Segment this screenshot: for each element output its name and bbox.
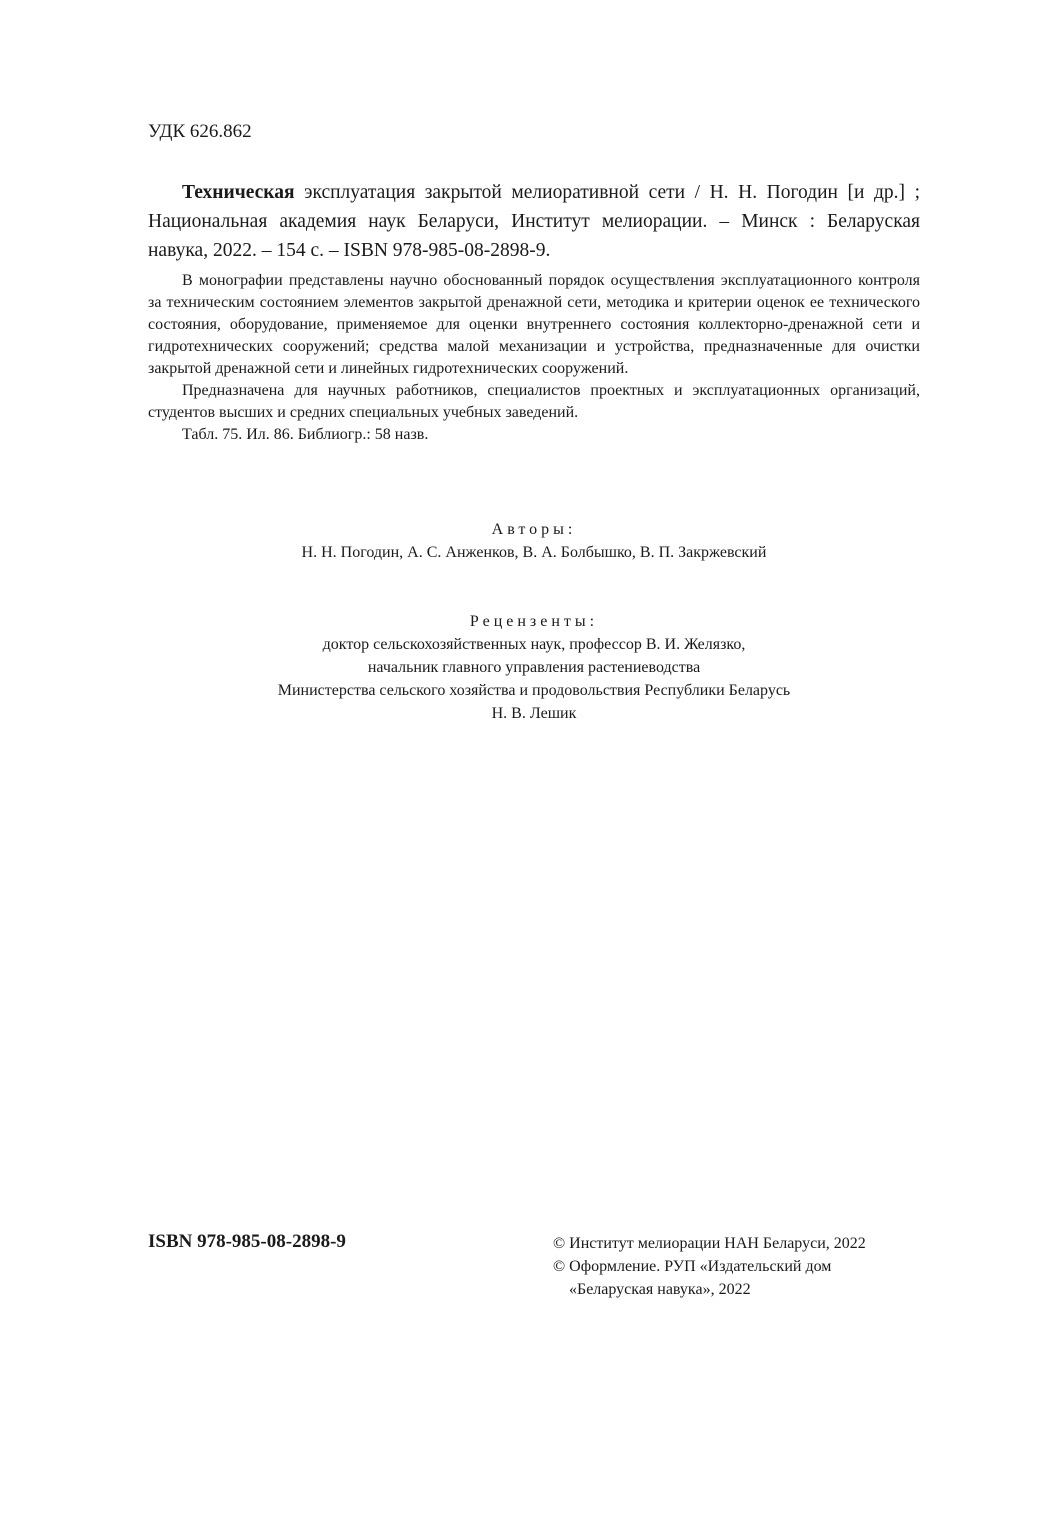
annotation-audience: Предназначена для научных работников, специалистов проектных и эксплуатационных организаций, студентов высших и средних специальных учебных заведений. — [148, 382, 920, 421]
reviewers-block — [148, 610, 920, 725]
annotation — [148, 270, 920, 446]
reviewers-heading: Рецензенты: — [469, 613, 599, 630]
bibliographic-description — [148, 178, 920, 265]
book-title-first-word: Техническая — [182, 182, 295, 203]
isbn: ISBN 978-985-08-2898-9 — [148, 1231, 346, 1252]
authors-block — [148, 518, 920, 564]
annotation-paragraph: В монографии представлены научно обоснованный порядок осуществления эксплуатационного контроля за техническим состоянием элементов закрытой дренажной сети, методика и критерии оценок ее технического состояния, оборудование, применяемое для оценки внутреннего состояния коллекторно-дренажной сети и гидротехнических сооружений; средства малой механизации и устройства, предназначенные для очистки закрытой дренажной сети и линейных гидротехнических сооружений. — [148, 272, 920, 377]
copyright-line: © Институт мелиорации НАН Беларуси, 2022 — [553, 1235, 866, 1252]
annotation-stats: Табл. 75. Ил. 86. Библиогр.: 58 назв. — [182, 426, 429, 443]
reviewer-line: доктор сельскохозяйственных наук, профессор В. И. Желязко, — [322, 636, 746, 653]
reviewer-line: начальник главного управления растениеводства — [367, 659, 701, 676]
copyright-line: © Оформление. РУП «Издательский дом — [553, 1258, 832, 1275]
reviewer-line: Министерства сельского хозяйства и продовольствия Республики Беларусь — [277, 682, 791, 699]
authors-names: Н. Н. Погодин, А. С. Анженков, В. А. Болбышко, В. П. Закржевский — [301, 544, 767, 561]
copyright-block — [553, 1232, 866, 1301]
copyright-line: «Беларуская навука», 2022 — [569, 1281, 751, 1298]
bibliographic-rest: эксплуатация закрытой мелиоративной сети / Н. Н. Погодин [и др.] ; Национальная академия наук Беларуси, Институт мелиорации. – Минск : Беларуская навука, 2022. – 154 с. – ISBN 978-985-08-2898-9. — [148, 182, 920, 261]
reviewer-line: Н. В. Лешик — [491, 705, 577, 722]
authors-heading: Авторы: — [491, 521, 577, 538]
udk-code: УДК 626.862 — [148, 121, 252, 142]
